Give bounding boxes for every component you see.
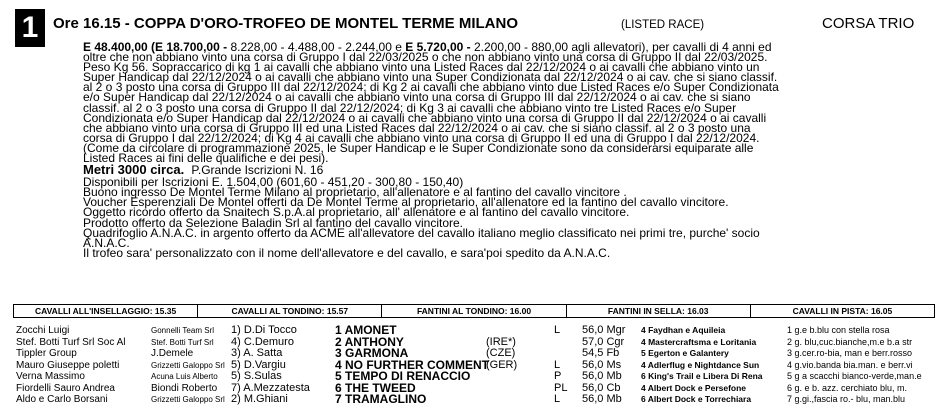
runner-horse: 1 AMONET xyxy=(335,323,397,337)
runner-trainer: J.Demele xyxy=(151,348,194,359)
runner-horse: 5 TEMPO DI RENACCIO xyxy=(335,369,471,383)
runner-owner: Fiordelli Sauro Andrea xyxy=(16,382,115,394)
runner-owner: Verna Massimo xyxy=(16,371,85,382)
race-title: Ore 16.15 - COPPA D'ORO-TROFEO DE MONTEL TERME MILANO xyxy=(53,15,518,32)
runner-jockey: 5) S.Sulas xyxy=(231,370,282,382)
runner-pedigree: 6 King's Trail e Libera Di Rena xyxy=(641,371,763,381)
runner-trainer: Grizzetti Galoppo Srl xyxy=(151,395,225,404)
condition-line: (Come da circolare di programmazione 2025, le Super Handicap e le Super Condizionate sono da considerarsi equiparate alle xyxy=(83,140,754,155)
runner-trainer: Stef. Botti Turf Srl xyxy=(151,337,214,347)
extra-line: Buono ingresso De Montel Terme Milano al proprietario, all'allenatore e al fantino del cavallo vincitore . xyxy=(83,185,627,200)
condition-line: classif. al 2 o 3 posto una corsa di Gruppo II dal 22/12/2024; di Kg 3 ai cavalli che abbiano vinto tre Listed Races e/o Super xyxy=(83,100,737,115)
runner-nationality: (CZE) xyxy=(486,347,516,359)
runner-horse: 6 THE TWEED xyxy=(335,380,416,395)
extra-line: Quadrifoglio A.N.A.C. in argento offerto da ACME all'allevatore del cavallo italiano meglio classificato nei primi tre, purche' socio xyxy=(83,225,760,240)
runner-jockey: 3) A. Satta xyxy=(231,347,283,359)
runner-owner: Aldo e Carlo Borsani xyxy=(16,394,108,405)
runner-owner: Tippler Group xyxy=(16,348,77,359)
runner-silks: 1 g.e b.blu con stella rosa xyxy=(787,325,890,335)
race-conditions xyxy=(83,42,935,258)
condition-line: Peso Kg 56. Sopraccarico di kg 1 ai cavalli che abbiano vinto una Listed Races dal 22/12/2024 o ai cavalli che abbiano vinto un xyxy=(83,60,760,75)
condition-line: e/o Super Handicap dal 22/12/2024 o ai cavalli che abbiano vinto una corsa di Gruppo III dal 22/12/2024 o ai cav. che si siano xyxy=(83,90,751,105)
runner-pedigree: 6 Albert Dock e Torrechiara xyxy=(641,394,752,404)
condition-line: Super Handicap dal 22/12/2024 o ai cavalli che abbiano vinto una Super Condizionata dal 22/12/2024 o ai cav. che si siano classif. xyxy=(83,70,778,85)
runner-pedigree: 4 Mastercraftsma e Loritania xyxy=(641,336,757,347)
extra-line: Il trofeo sara' personalizzato con il nome dell'allevatore e del cavallo, e sara'poi spedito da A.N.A.C. xyxy=(83,245,611,260)
race-category: (LISTED RACE) xyxy=(621,19,705,31)
extra-line: A.N.A.C. xyxy=(83,235,130,250)
runner-horse: 3 GARMONA xyxy=(335,346,409,360)
breeders-split: 2.200,00 - 880,00 agli allevatori), per cavalli di 4 anni ed xyxy=(470,40,772,54)
runner-owner: Zocchi Luigi xyxy=(16,325,70,336)
condition-line: Condizionata e/o Super Handicap dal 22/12/2024 o ai cavalli che abbiano vinto una corsa di Gruppo II dal 22/12/2024 o ai cavalli xyxy=(83,110,767,125)
runner-jockey: 2) M.Ghiani xyxy=(231,393,288,405)
runner-horse: 4 NO FURTHER COMMENT xyxy=(335,357,489,372)
runner-jockey: 5) D.Vargiu xyxy=(231,358,286,371)
runner-equipment: L xyxy=(554,324,561,336)
extra-line: Oggetto ricordo offerto da Snaitech S.p.A.al proprietario, all' allenatore e al fantino del cavallo vincitore. xyxy=(83,205,630,220)
track-entries: P.Grande Iscrizioni N. 16 xyxy=(191,163,324,178)
horses-paddock-time: CAVALLI AL TONDINO: 15.57 xyxy=(198,305,382,317)
runner-pedigree: 5 Egerton e Galantery xyxy=(641,348,729,358)
runner-weight: 56,0 Cb xyxy=(582,381,621,394)
race-number: 1 xyxy=(15,9,45,47)
table-row xyxy=(0,325,946,337)
purse-total: E 48.400,00 (E 18.700,00 - xyxy=(83,40,228,54)
condition-line: oltre che non abbiano vinto una corsa di Gruppo I dal 22/03/2025 o che non abbiano vinto una corsa di Gruppo II dal 22/03/2025. xyxy=(83,50,768,65)
runner-jockey: 1) D.Di Tocco xyxy=(231,324,297,336)
runner-trainer: Biondi Roberto xyxy=(151,382,218,394)
extra-line: Voucher Esperenziali De Montel offerti da De Montel Terme al proprietario, all'allenatore ed la fantino del cavallo vincitore. xyxy=(83,195,729,210)
runner-silks: 6 g. e b. azz. cerchiato blu, m. xyxy=(787,382,908,393)
runner-owner: Stef. Botti Turf Srl Soc Al xyxy=(16,336,126,348)
runner-silks: 4 g.vio.banda bia.man. e berr.vi xyxy=(787,359,913,370)
runner-equipment: L xyxy=(554,358,561,371)
runner-equipment: L xyxy=(554,393,561,405)
runner-pedigree: 4 Faydhan e Aquileia xyxy=(641,325,726,335)
jockeys-mounted-time: FANTINI IN SELLA: 16.03 xyxy=(567,305,751,317)
runner-horse: 7 TRAMAGLINO xyxy=(335,392,427,406)
condition-line: al 2 o 3 posto una corsa di Gruppo III dal 22/12/2024; di Kg 2 ai cavalli che abbiano vinto due Listed Races e/o Super Condizionata xyxy=(83,80,779,95)
table-row xyxy=(0,371,946,383)
runner-trainer: Gonnelli Team Srl xyxy=(151,326,214,335)
saddling-time: CAVALLI ALL'INSELLAGGIO: 15.35 xyxy=(14,305,198,317)
schedule-bar xyxy=(13,304,935,318)
extra-line: Prodotto offerto da Selezione Baladin Srl al fantino del cavallo vincitore. xyxy=(83,215,464,230)
runner-equipment: P xyxy=(554,370,562,382)
runner-trainer: Grizzetti Galoppo Srl xyxy=(151,360,225,370)
runner-trainer: Acuna Luis Alberto xyxy=(151,372,218,381)
condition-line: corsa di Gruppo I dal 22/12/2024; di Kg 4 ai cavalli che abbiano vinto una corsa di Gruppo II ed una di Gruppo I dal 22/12/2024. xyxy=(83,130,760,145)
runner-silks: 3 g.cer.ro-bia, man e berr.rosso xyxy=(787,348,913,358)
table-row xyxy=(0,394,946,406)
runner-owner: Mauro Giuseppe poletti xyxy=(16,359,120,371)
runners-table xyxy=(0,325,946,406)
table-row xyxy=(0,357,946,372)
runner-horse: 2 ANTHONY xyxy=(335,334,404,349)
extra-line: Disponibili per Iscrizioni E. 1.504,00 (601,60 - 451,20 - 300,80 - 150,40) xyxy=(83,175,464,190)
runner-silks: 2 g. blu,cuc.bianche,m.e b.a str xyxy=(787,336,913,347)
race-distance: Metri 3000 circa. xyxy=(83,162,185,178)
table-row xyxy=(0,380,946,395)
runner-weight: 56,0 Mb xyxy=(582,370,622,382)
runner-weight: 56,0 Ms xyxy=(582,358,622,371)
runner-nationality: (GER) xyxy=(486,358,518,371)
runner-jockey: 7) A.Mezzatesta xyxy=(231,381,310,394)
jockeys-paddock-time: FANTINI AL TONDINO: 16.00 xyxy=(382,305,566,317)
runner-silks: 5 g a scacchi bianco-verde,man.e xyxy=(787,371,922,381)
runner-weight: 54,5 Fb xyxy=(582,347,620,359)
runner-equipment: PL xyxy=(554,381,568,394)
purse-split: 8.228,00 - 4.488,00 - 2.244,00 e xyxy=(227,40,406,54)
runner-pedigree: 4 Albert Dock e Persefone xyxy=(641,382,747,393)
runner-silks: 7 g.gi.,fascia ro.- blu, man.blu xyxy=(787,394,906,404)
race-type: CORSA TRIO xyxy=(822,15,915,32)
runner-jockey: 4) C.Demuro xyxy=(231,335,294,348)
runner-nationality: (IRE*) xyxy=(486,335,516,348)
horses-on-track-time: CAVALLI IN PISTA: 16.05 xyxy=(792,306,893,316)
runner-pedigree: 4 Adlerflug e Nightdance Sun xyxy=(641,359,760,370)
condition-line: che abbiano vinto una corsa di Gruppo III ed una Listed Races dal 22/12/2024 o ai cav. che si siano classif. al 2 o 3 posto una xyxy=(83,120,751,135)
condition-line: Listed Races ai fini delle qualifiche e dei pesi). xyxy=(83,151,329,166)
runner-weight: 56,0 Mgr xyxy=(582,324,626,336)
runner-weight: 57,0 Cgr xyxy=(582,335,625,348)
runner-weight: 56,0 Mb xyxy=(582,393,622,405)
breeders-total: E 5.720,00 - xyxy=(405,40,471,54)
table-row xyxy=(0,334,946,349)
